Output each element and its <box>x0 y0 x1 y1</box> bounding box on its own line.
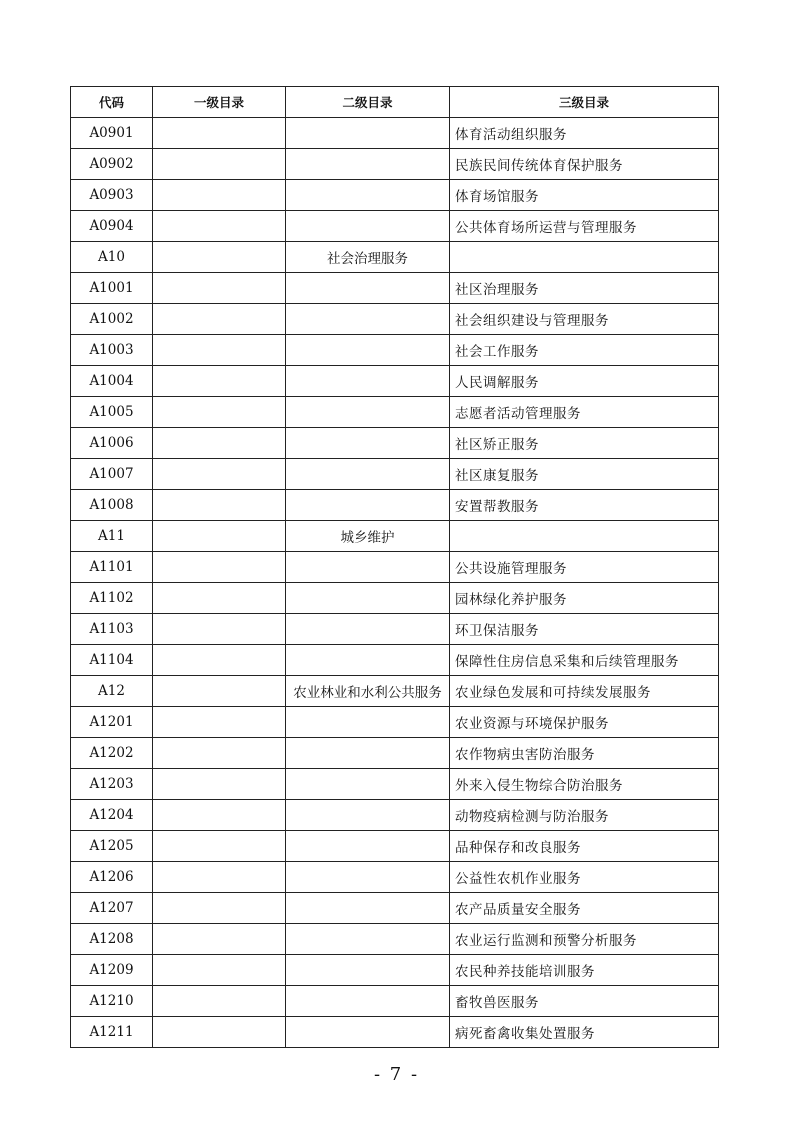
cell-level3: 农作物病虫害防治服务 <box>450 738 719 769</box>
table-row <box>71 955 719 986</box>
cell-code: A1101 <box>71 552 153 583</box>
table-row <box>71 924 719 955</box>
cell-code: A1206 <box>71 862 153 893</box>
cell-level1 <box>153 800 286 831</box>
table-row <box>71 490 719 521</box>
table-body <box>71 118 719 1048</box>
cell-level1 <box>153 397 286 428</box>
cell-level1 <box>153 304 286 335</box>
cell-level2: 农业林业和水利公共服务 <box>286 676 450 707</box>
cell-level3: 公益性农机作业服务 <box>450 862 719 893</box>
cell-level1 <box>153 583 286 614</box>
cell-level3: 志愿者活动管理服务 <box>450 397 719 428</box>
cell-level3: 农业运行监测和预警分析服务 <box>450 924 719 955</box>
cell-level3: 保障性住房信息采集和后续管理服务 <box>450 645 719 676</box>
table-row <box>71 521 719 552</box>
cell-level2 <box>286 149 450 180</box>
table-row <box>71 676 719 707</box>
cell-code: A0903 <box>71 180 153 211</box>
cell-code: A1208 <box>71 924 153 955</box>
cell-level1 <box>153 738 286 769</box>
table-row <box>71 583 719 614</box>
cell-level3 <box>450 521 719 552</box>
table-row <box>71 118 719 149</box>
cell-level2: 社会治理服务 <box>286 242 450 273</box>
cell-level2 <box>286 738 450 769</box>
cell-code: A1001 <box>71 273 153 304</box>
cell-level3: 社区康复服务 <box>450 459 719 490</box>
cell-level2 <box>286 986 450 1017</box>
cell-level3: 农产品质量安全服务 <box>450 893 719 924</box>
table-row <box>71 335 719 366</box>
cell-level3: 公共体育场所运营与管理服务 <box>450 211 719 242</box>
cell-code: A1003 <box>71 335 153 366</box>
table-header-row <box>71 87 719 118</box>
cell-level2 <box>286 893 450 924</box>
cell-level2 <box>286 614 450 645</box>
cell-level2 <box>286 924 450 955</box>
cell-code: A1007 <box>71 459 153 490</box>
cell-code: A1204 <box>71 800 153 831</box>
cell-level2 <box>286 273 450 304</box>
cell-level2 <box>286 304 450 335</box>
table-row <box>71 862 719 893</box>
cell-level1 <box>153 459 286 490</box>
cell-level2 <box>286 862 450 893</box>
table-row <box>71 769 719 800</box>
cell-level1 <box>153 180 286 211</box>
cell-level3: 外来入侵生物综合防治服务 <box>450 769 719 800</box>
cell-level2 <box>286 645 450 676</box>
table-row <box>71 707 719 738</box>
table-row <box>71 211 719 242</box>
cell-level1 <box>153 428 286 459</box>
cell-level2 <box>286 583 450 614</box>
cell-code: A1002 <box>71 304 153 335</box>
cell-code: A1203 <box>71 769 153 800</box>
table-row <box>71 459 719 490</box>
cell-code: A12 <box>71 676 153 707</box>
cell-level2 <box>286 1017 450 1048</box>
cell-level1 <box>153 614 286 645</box>
table-row <box>71 397 719 428</box>
cell-level2 <box>286 397 450 428</box>
cell-level1 <box>153 1017 286 1048</box>
cell-level3: 动物疫病检测与防治服务 <box>450 800 719 831</box>
cell-level2 <box>286 552 450 583</box>
cell-code: A0901 <box>71 118 153 149</box>
cell-level1 <box>153 893 286 924</box>
cell-code: A1205 <box>71 831 153 862</box>
cell-level1 <box>153 335 286 366</box>
cell-level3: 农民种养技能培训服务 <box>450 955 719 986</box>
table-row <box>71 831 719 862</box>
cell-code: A10 <box>71 242 153 273</box>
cell-level3: 农业绿色发展和可持续发展服务 <box>450 676 719 707</box>
cell-level1 <box>153 118 286 149</box>
cell-level1 <box>153 211 286 242</box>
table-row <box>71 800 719 831</box>
table-row <box>71 273 719 304</box>
cell-level2 <box>286 800 450 831</box>
cell-level1 <box>153 707 286 738</box>
cell-code: A1102 <box>71 583 153 614</box>
cell-level2 <box>286 366 450 397</box>
cell-level1 <box>153 986 286 1017</box>
cell-level1 <box>153 769 286 800</box>
table-row <box>71 304 719 335</box>
cell-code: A1005 <box>71 397 153 428</box>
cell-code: A1008 <box>71 490 153 521</box>
cell-level3: 社区治理服务 <box>450 273 719 304</box>
table-row <box>71 738 719 769</box>
table-row <box>71 893 719 924</box>
cell-level1 <box>153 676 286 707</box>
service-catalog-table <box>70 86 719 1048</box>
cell-level2 <box>286 335 450 366</box>
cell-level2 <box>286 955 450 986</box>
cell-level2: 城乡维护 <box>286 521 450 552</box>
cell-level3: 安置帮教服务 <box>450 490 719 521</box>
table-row <box>71 614 719 645</box>
table-row <box>71 242 719 273</box>
header-code: 代码 <box>71 87 153 118</box>
cell-level1 <box>153 552 286 583</box>
cell-level3: 社区矫正服务 <box>450 428 719 459</box>
cell-code: A1211 <box>71 1017 153 1048</box>
cell-level3: 社会组织建设与管理服务 <box>450 304 719 335</box>
table-row <box>71 645 719 676</box>
header-level2: 二级目录 <box>286 87 450 118</box>
cell-level1 <box>153 645 286 676</box>
cell-level3: 人民调解服务 <box>450 366 719 397</box>
cell-code: A1004 <box>71 366 153 397</box>
cell-level3: 体育场馆服务 <box>450 180 719 211</box>
table-row <box>71 428 719 459</box>
cell-level1 <box>153 924 286 955</box>
table-row <box>71 149 719 180</box>
cell-code: A0902 <box>71 149 153 180</box>
cell-code: A1209 <box>71 955 153 986</box>
cell-level2 <box>286 459 450 490</box>
cell-level1 <box>153 521 286 552</box>
cell-level1 <box>153 149 286 180</box>
cell-level3: 农业资源与环境保护服务 <box>450 707 719 738</box>
cell-level2 <box>286 769 450 800</box>
table-row <box>71 552 719 583</box>
cell-level3: 公共设施管理服务 <box>450 552 719 583</box>
cell-level2 <box>286 707 450 738</box>
header-level3: 三级目录 <box>450 87 719 118</box>
cell-level1 <box>153 366 286 397</box>
cell-code: A0904 <box>71 211 153 242</box>
cell-level1 <box>153 955 286 986</box>
table-row <box>71 1017 719 1048</box>
cell-level3: 环卫保洁服务 <box>450 614 719 645</box>
cell-level3: 民族民间传统体育保护服务 <box>450 149 719 180</box>
cell-level3: 品种保存和改良服务 <box>450 831 719 862</box>
table-row <box>71 180 719 211</box>
cell-code: A1207 <box>71 893 153 924</box>
cell-level2 <box>286 490 450 521</box>
table-row <box>71 366 719 397</box>
cell-level2 <box>286 428 450 459</box>
cell-level1 <box>153 862 286 893</box>
cell-code: A1006 <box>71 428 153 459</box>
cell-level3 <box>450 242 719 273</box>
cell-code: A1210 <box>71 986 153 1017</box>
cell-level2 <box>286 180 450 211</box>
cell-level1 <box>153 831 286 862</box>
cell-level1 <box>153 273 286 304</box>
cell-level3: 病死畜禽收集处置服务 <box>450 1017 719 1048</box>
cell-code: A1103 <box>71 614 153 645</box>
table-row <box>71 986 719 1017</box>
cell-level3: 园林绿化养护服务 <box>450 583 719 614</box>
cell-level3: 社会工作服务 <box>450 335 719 366</box>
cell-level2 <box>286 211 450 242</box>
cell-code: A1104 <box>71 645 153 676</box>
cell-code: A1202 <box>71 738 153 769</box>
cell-level2 <box>286 118 450 149</box>
cell-level1 <box>153 242 286 273</box>
cell-level1 <box>153 490 286 521</box>
cell-code: A1201 <box>71 707 153 738</box>
cell-code: A11 <box>71 521 153 552</box>
header-level1: 一级目录 <box>153 87 286 118</box>
page-number: - 7 - <box>373 1064 420 1085</box>
cell-level3: 畜牧兽医服务 <box>450 986 719 1017</box>
cell-level3: 体育活动组织服务 <box>450 118 719 149</box>
cell-level2 <box>286 831 450 862</box>
